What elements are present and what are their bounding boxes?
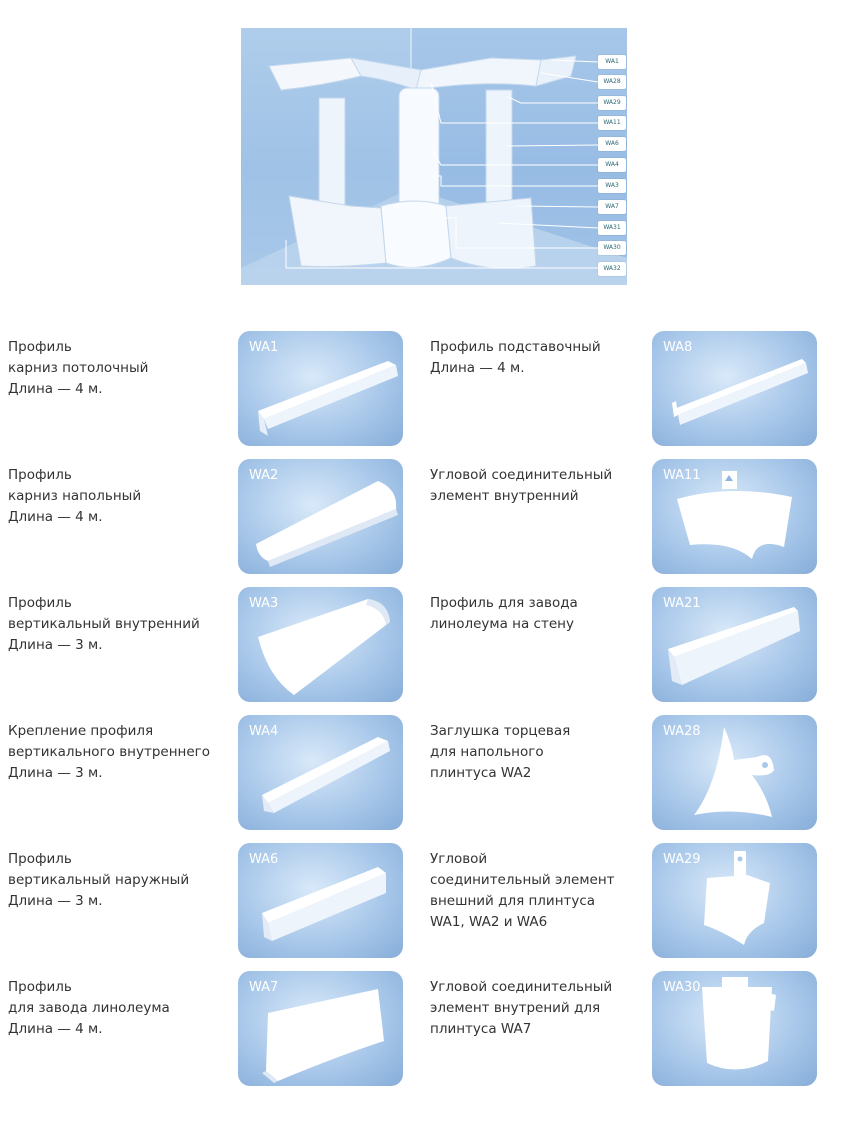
product-card: [238, 331, 403, 446]
description-line: вертикальный внутренний: [8, 616, 200, 632]
product-card: [238, 587, 403, 702]
description-line: Профиль: [8, 339, 72, 355]
product-description: [8, 977, 170, 1040]
product-description: [8, 465, 141, 528]
product-description: [430, 337, 601, 379]
description-line: Крепление профиля: [8, 723, 154, 739]
end-cap-image: [652, 715, 817, 830]
callout-label: WA31: [598, 221, 626, 235]
callout-label: WA6: [598, 137, 626, 151]
profile-image: [238, 843, 403, 958]
corner-image: [652, 971, 817, 1086]
description-line: линолеума на стену: [430, 616, 574, 632]
description-line: WA1, WA2 и WA6: [430, 914, 548, 930]
callout-label: WA30: [598, 241, 626, 255]
description-line: Длина — 4 м.: [430, 360, 525, 376]
callout-label: WA28: [598, 75, 626, 89]
product-description: [430, 849, 615, 933]
description-line: Профиль для завода: [430, 595, 578, 611]
product-description: [430, 593, 578, 635]
profile-image: [238, 715, 403, 830]
description-line: плинтуса WA7: [430, 1021, 532, 1037]
profile-image: [238, 971, 403, 1086]
description-line: элемент внутрений для: [430, 1000, 601, 1016]
product-description: [430, 465, 612, 507]
product-card: [652, 587, 817, 702]
product-code: WA1: [249, 340, 279, 355]
product-card: [652, 715, 817, 830]
description-line: Угловой: [430, 851, 488, 867]
callout-label: WA3: [598, 179, 626, 193]
product-code: WA11: [663, 468, 701, 483]
product-card: [238, 459, 403, 574]
description-line: вертикального внутреннего: [8, 744, 211, 760]
description-line: элемент внутренний: [430, 488, 579, 504]
corner-image: [652, 843, 817, 958]
product-code: WA2: [249, 468, 279, 483]
description-line: для завода линолеума: [8, 1000, 170, 1016]
callout-label: WA32: [598, 262, 626, 276]
description-line: Профиль: [8, 851, 72, 867]
description-line: Заглушка торцевая: [430, 723, 571, 739]
description-line: соединительный элемент: [430, 872, 615, 888]
product-code: WA3: [249, 596, 279, 611]
product-description: [430, 721, 570, 784]
product-code: WA30: [663, 980, 701, 995]
product-card: [652, 971, 817, 1086]
product-card: [652, 843, 817, 958]
product-description: [430, 977, 612, 1040]
product-code: WA21: [663, 596, 701, 611]
profile-image: [238, 331, 403, 446]
product-code: WA8: [663, 340, 693, 355]
assembly-illustration: [241, 28, 627, 285]
description-line: внешний для плинтуса: [430, 893, 596, 909]
description-line: карниз напольный: [8, 488, 142, 504]
product-card: [238, 971, 403, 1086]
description-line: карниз потолочный: [8, 360, 149, 376]
description-line: Длина — 3 м.: [8, 637, 103, 653]
product-code: WA4: [249, 724, 279, 739]
description-line: Длина — 4 м.: [8, 1021, 103, 1037]
description-line: Профиль: [8, 595, 72, 611]
callout-label: WA4: [598, 158, 626, 172]
product-code: WA28: [663, 724, 701, 739]
description-line: вертикальный наружный: [8, 872, 190, 888]
product-card: [652, 331, 817, 446]
product-card: [238, 715, 403, 830]
description-line: Длина — 4 м.: [8, 381, 103, 397]
product-card: [652, 459, 817, 574]
description-line: Длина — 3 м.: [8, 765, 103, 781]
product-description: [8, 593, 200, 656]
description-line: Профиль: [8, 979, 72, 995]
profile-image: [652, 587, 817, 702]
callout-label: WA29: [598, 96, 626, 110]
product-card: [238, 843, 403, 958]
product-code: WA7: [249, 980, 279, 995]
profile-image: [652, 331, 817, 446]
description-line: Профиль подставочный: [430, 339, 601, 355]
product-code: WA6: [249, 852, 279, 867]
assembly-diagram: [241, 28, 627, 285]
description-line: Профиль: [8, 467, 72, 483]
callout-label: WA11: [598, 116, 626, 130]
corner-image: [652, 459, 817, 574]
product-code: WA29: [663, 852, 701, 867]
product-description: [8, 721, 210, 784]
callout-label: WA1: [598, 55, 626, 69]
product-description: [8, 337, 148, 400]
description-line: Угловой соединительный: [430, 467, 613, 483]
description-line: Длина — 3 м.: [8, 893, 103, 909]
description-line: плинтуса WA2: [430, 765, 532, 781]
callout-label: WA7: [598, 200, 626, 214]
description-line: для напольного: [430, 744, 544, 760]
description-line: Длина — 4 м.: [8, 509, 103, 525]
product-description: [8, 849, 189, 912]
description-line: Угловой соединительный: [430, 979, 613, 995]
profile-image: [238, 587, 403, 702]
profile-image: [238, 459, 403, 574]
